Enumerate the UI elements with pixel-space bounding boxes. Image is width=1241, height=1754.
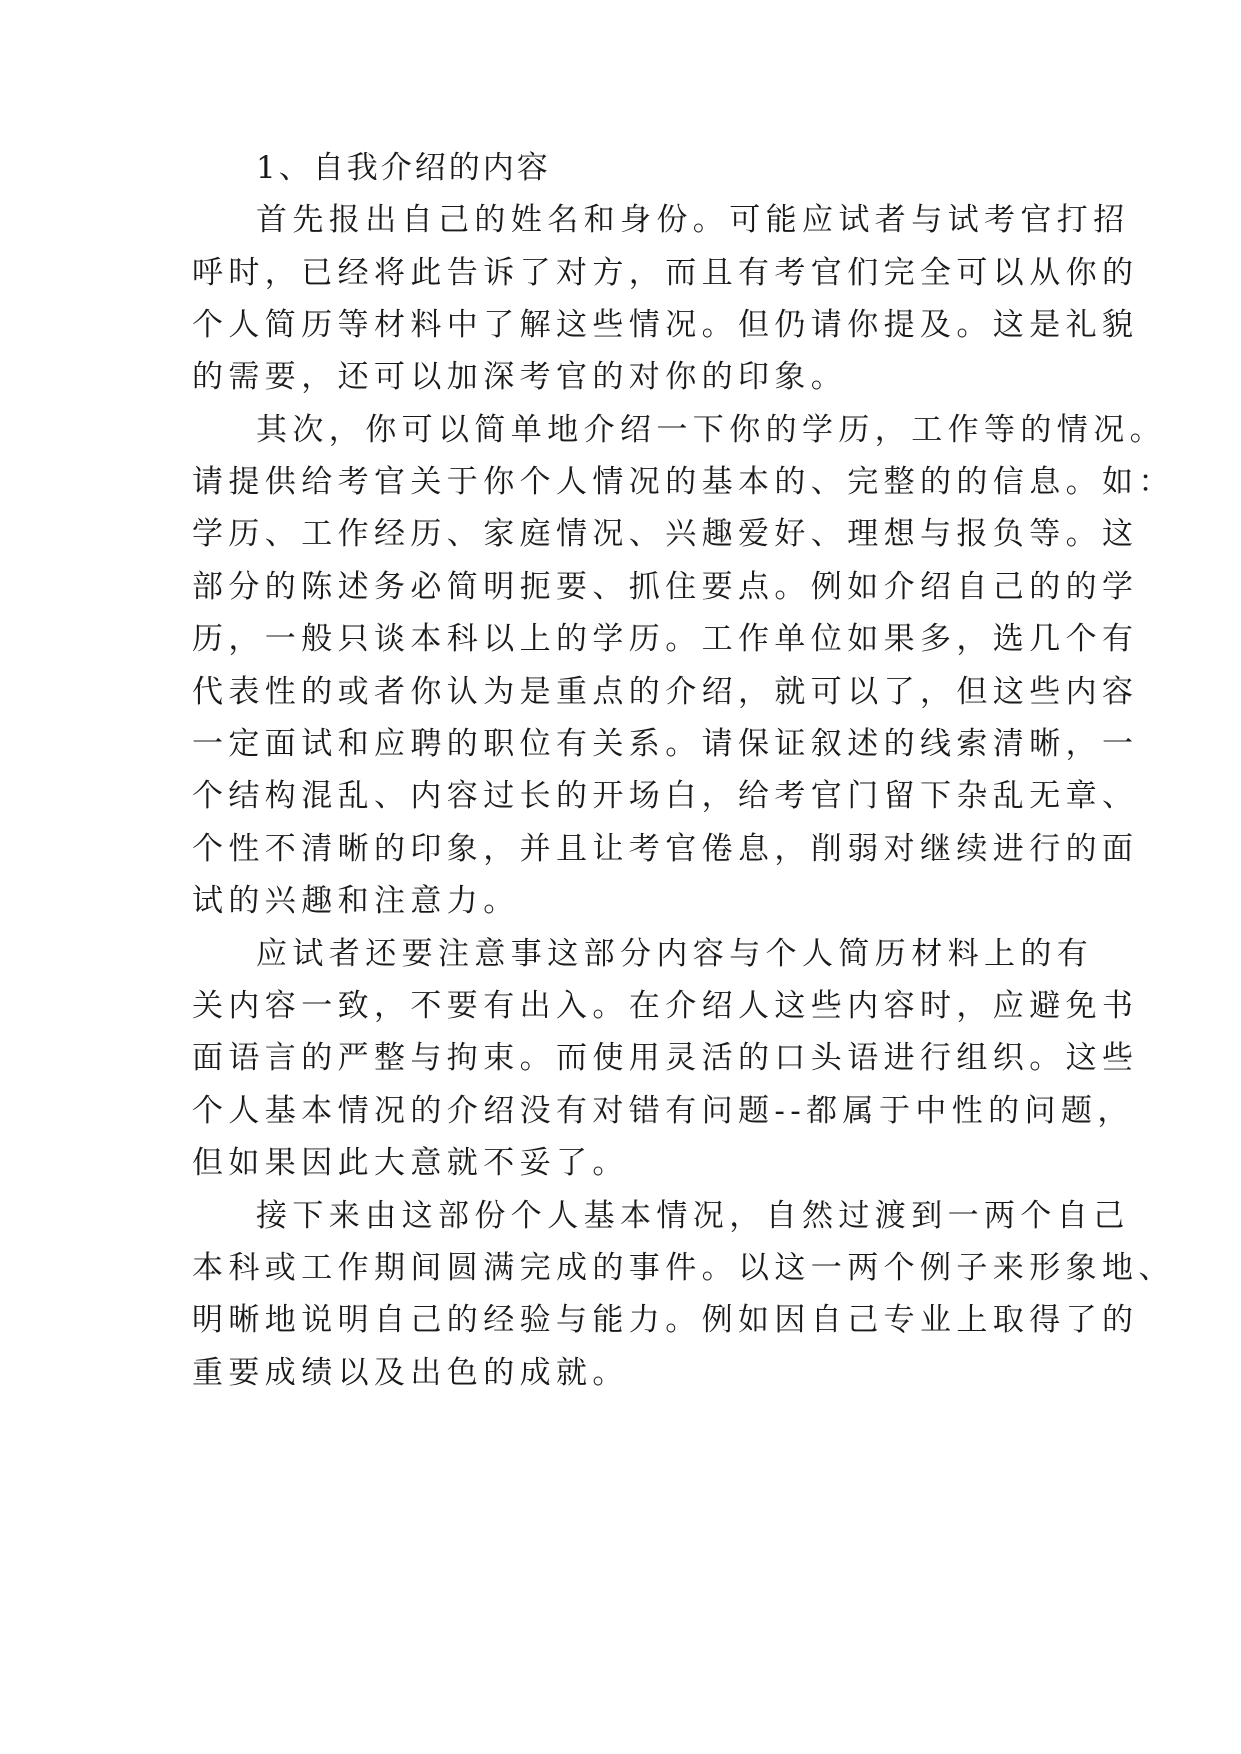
paragraph-2-line-3: 学历、工作经历、家庭情况、兴趣爱好、理想与报负等。这 [192, 516, 1139, 552]
paragraph-1-line-2: 呼时，已经将此告诉了对方，而且有考官们完全可以从你的 [192, 255, 1139, 291]
paragraph-2-line-4: 部分的陈述务必简明扼要、抓住要点。例如介绍自己的的学 [192, 569, 1139, 605]
paragraph-2-line-10: 试的兴趣和注意力。 [192, 883, 520, 919]
paragraph-4-line-3: 明晰地说明自己的经验与能力。例如因自己专业上取得了的 [192, 1302, 1139, 1338]
section-heading: 1、自我介绍的内容 [256, 150, 551, 186]
paragraph-4-line-1: 接下来由这部份个人基本情况，自然过渡到一两个自己 [256, 1198, 1130, 1234]
paragraph-3-line-1: 应试者还要注意事这部分内容与个人简历材料上的有 [256, 936, 1094, 972]
paragraph-1-line-3: 个人简历等材料中了解这些情况。但仍请你提及。这是礼貌 [192, 307, 1139, 343]
paragraph-2-line-6: 代表性的或者你认为是重点的介绍，就可以了，但这些内容 [192, 674, 1139, 710]
paragraph-3-line-2: 关内容一致，不要有出入。在介绍人这些内容时，应避免书 [192, 988, 1139, 1024]
paragraph-2-line-8: 个结构混乱、内容过长的开场白，给考官门留下杂乱无章、 [192, 778, 1139, 814]
paragraph-2-line-2: 请提供给考官关于你个人情况的基本的、完整的的信息。如： [192, 464, 1175, 500]
paragraph-2-line-9: 个性不清晰的印象，并且让考官倦息，削弱对继续进行的面 [192, 831, 1139, 867]
paragraph-2-line-5: 历，一般只谈本科以上的学历。工作单位如果多，选几个有 [192, 621, 1139, 657]
paragraph-2-line-7: 一定面试和应聘的职位有关系。请保证叙述的线索清晰，一 [192, 726, 1139, 762]
paragraph-1-line-4: 的需要，还可以加深考官的对你的印象。 [192, 359, 848, 395]
paragraph-1-line-1: 首先报出自己的姓名和身份。可能应试者与试考官打招 [256, 202, 1130, 238]
paragraph-3-line-5: 但如果因此大意就不妥了。 [192, 1145, 629, 1181]
paragraph-3-line-3: 面语言的严整与拘束。而使用灵活的口头语进行组织。这些 [192, 1040, 1139, 1076]
paragraph-4-line-4: 重要成绩以及出色的成就。 [192, 1355, 629, 1391]
paragraph-2-line-1: 其次，你可以简单地介绍一下你的学历，工作等的情况。 [256, 412, 1166, 448]
paragraph-3-line-4: 个人基本情况的介绍没有对错有问题--都属于中性的问题， [192, 1093, 1134, 1129]
paragraph-4-line-2: 本科或工作期间圆满完成的事件。以这一两个例子来形象地、 [192, 1250, 1175, 1286]
